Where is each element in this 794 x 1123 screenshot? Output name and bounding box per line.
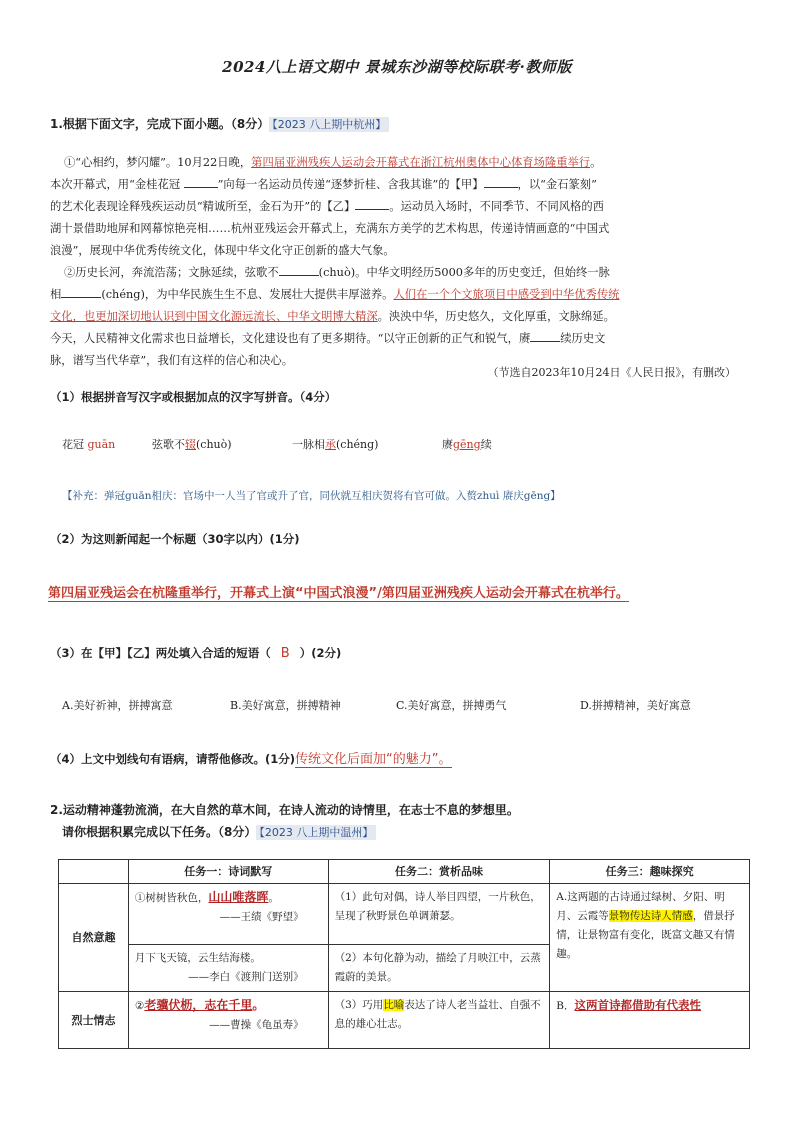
explore-b-answer: 这两首诗都借助有代表性 [574,998,701,1012]
question-1-source-tag: 【2023 八上期中杭州】 [269,117,389,132]
cell-poem-3: ②老骥伏枥，志在千里。 ——曹操《龟虽寿》 [128,992,328,1049]
cell-analysis-2: （2）本句化静为动，描绘了月映江中，云蒸霞蔚的美景。 [328,945,550,992]
passage-line: 相 (chéng)，为中华民族生生不息、发展壮大提供丰厚滋养。人们在一个个文旅项目中感受到中华优秀传统 [50,284,750,306]
pinyin-item-3: 一脉相承(chéng) [292,438,379,451]
table-header-row [59,860,750,884]
passage-line: ①“心相约，梦闪耀”。10月22日晚，第四届亚洲残疾人运动会开幕式在浙江杭州奥体中心体育场隆重举行。 [64,156,602,169]
underlined-sick-sentence: 人们在一个个文旅项目中感受到中华优秀传统 [393,288,620,301]
cell-poem-1: ①树树皆秋色，山山唯落晖。 ——王绩《野望》 [128,884,328,945]
subquestion-4-answer: 传统文化后面加“的魅力”。 [295,752,452,767]
cell-analysis-1: （1）此句对偶，诗人举目四望，一片秋色，呈现了秋野景色单调萧瑟。 [328,884,550,945]
cell-explore-b: B．这两首诗都借助有代表性 [550,992,750,1049]
passage-line: ②历史长河，奔流浩荡；文脉延续，弦歌不 (chuò)。中华文明经历5000多年的历史变迁，但始终一脉 [50,262,750,284]
pinyin-item-4: 赓gēng续 [442,438,492,451]
subquestion-1-header: （1）根据拼音写汉字或根据加点的汉字写拼音。（4分） [50,390,337,404]
question-2-header-line2: 请你根据积累完成以下任务。（8分） 【2023 八上期中温州】 [62,823,376,840]
question-2-source-tag: 【2023 八上期中温州】 [256,825,376,840]
row-label-ambition: 烈士情志 [59,992,129,1049]
subquestion-2-answer: 第四届亚残运会在杭隆重举行，开幕式上演“中国式浪漫”/第四届亚洲残疾人运动会开幕式在杭举行。 [48,582,629,602]
option-d: D.拼搏精神，美好寓意 [580,699,691,712]
passage-line: 文化，也更加深切地认识到中国文化源远流长、中华文明博大精深。泱泱中华，历史悠久，文化厚重，文脉绵延。 [50,310,615,323]
blank-jia [484,175,518,188]
subquestion-3-answer: B [280,646,290,661]
cell-analysis-3: （3）巧用比喻表达了诗人老当益壮、自强不息的雄心壮志。 [328,992,550,1049]
table-row [59,992,750,1049]
question-1-text: 1.根据下面文字，完成下面小题。（8分） [50,117,270,131]
passage-line: 浪漫”，展现中华优秀传统文化，体现中华文化守正创新的盛大气象。 [50,244,395,257]
poem-source-1: ——王绩《野望》 [219,911,304,923]
pinyin-item-1: 花冠 guān [62,438,116,451]
underlined-event-sentence: 第四届亚洲残疾人运动会开幕式在浙江杭州奥体中心体育场隆重举行 [251,156,591,169]
pinyin-item-2: 弦歌不辍(chuò) [152,438,232,451]
row-label-nature: 自然意趣 [59,884,129,992]
supplement-note: 【补充：弹冠guān相庆：官场中一人当了官或升了官，同伙就互相庆贺将有官可做。入赘zhuì 赓庆gēng】 [62,490,561,502]
cell-explore-a: A.这两题的古诗通过绿树、夕阳、明月、云霞等景物传达诗人情感，借景抒情，让景物富有变化，既富文趣又有情趣。 [550,884,750,992]
subquestion-2-header: （2）为这则新闻起一个标题（30字以内）(1分) [50,532,300,546]
table-header-task2: 任务二：赏析品味 [328,860,550,884]
poem-source-2: ——李白《渡荆门送别》 [188,971,304,983]
page-title: 2024八上语文期中 景城东沙湖等校际联考·教师版 [222,58,572,76]
table-row [59,884,750,945]
passage-line: 的艺术化表现诠释残疾运动员“精诚所至，金石为开”的【乙】 。运动员入场时，不同季节、不同风格的西 [50,196,750,218]
blank-cheng [61,285,101,298]
passage [50,152,750,372]
option-a: A.美好祈神，拼搏寓意 [62,699,173,712]
underlined-sick-sentence-cont: 文化，也更加深切地认识到中国文化源远流长、中华文明博大精深 [50,310,378,323]
table-header-task3: 任务三：趣味探究 [550,860,750,884]
poem-answer-2: 老骥伏枥，志在千里 [144,998,253,1012]
poem-answer-1: 山山唯落晖 [208,890,269,904]
passage-source: （节选自2023年10月24日《人民日报》，有删改） [487,366,736,379]
blank-yi [355,197,389,210]
subquestion-4-header: （4）上文中划线句有语病，请帮他修改。(1分)传统文化后面加“的魅力”。 [50,752,452,767]
passage-line: 今天，人民精神文化需求也日益增长，文化建设也有了更多期待。“以守正创新的正气和锐气，赓 续历史文 [50,328,750,350]
subquestion-3-header: （3）在【甲】【乙】两处填入合适的短语（ B ）(2分) [50,646,342,661]
passage-line: 湖十景借助地屏和网幕惊艳亮相……杭州亚残运会开幕式上，充满东方美学的艺术构思，传递诗情画意的“中国式 [50,222,610,235]
task-table [58,859,750,1049]
passage-line: 脉，谱写当代华章”，我们有这样的信心和决心。 [50,354,294,367]
poem-source-3: ——曹操《龟虽寿》 [209,1019,304,1031]
option-c: C.美好寓意，拼搏勇气 [396,699,507,712]
passage-line: 本次开幕式，用“金桂花冠 ”向每一名运动员传递“逐梦折桂、含我其谁”的【甲】 ，以“金石篆刻” [50,174,750,196]
blank-chuo [279,263,319,276]
option-b: B.美好寓意，拼搏精神 [230,699,341,712]
highlight-metaphor: 比喻 [383,999,405,1011]
question-1-header [50,115,389,132]
table-header-task1: 任务一：诗词默写 [128,860,328,884]
blank [184,175,218,188]
table-header-corner [59,860,129,884]
blank-geng [530,329,560,342]
highlight-text: 景物传达诗人情感 [608,910,693,922]
question-2-header: 2.运动精神蓬勃流淌，在大自然的草木间，在诗人流动的诗情里，在志士不息的梦想里。 [50,803,519,817]
cell-poem-2: 月下飞天镜，云生结海楼。 ——李白《渡荆门送别》 [128,945,328,992]
